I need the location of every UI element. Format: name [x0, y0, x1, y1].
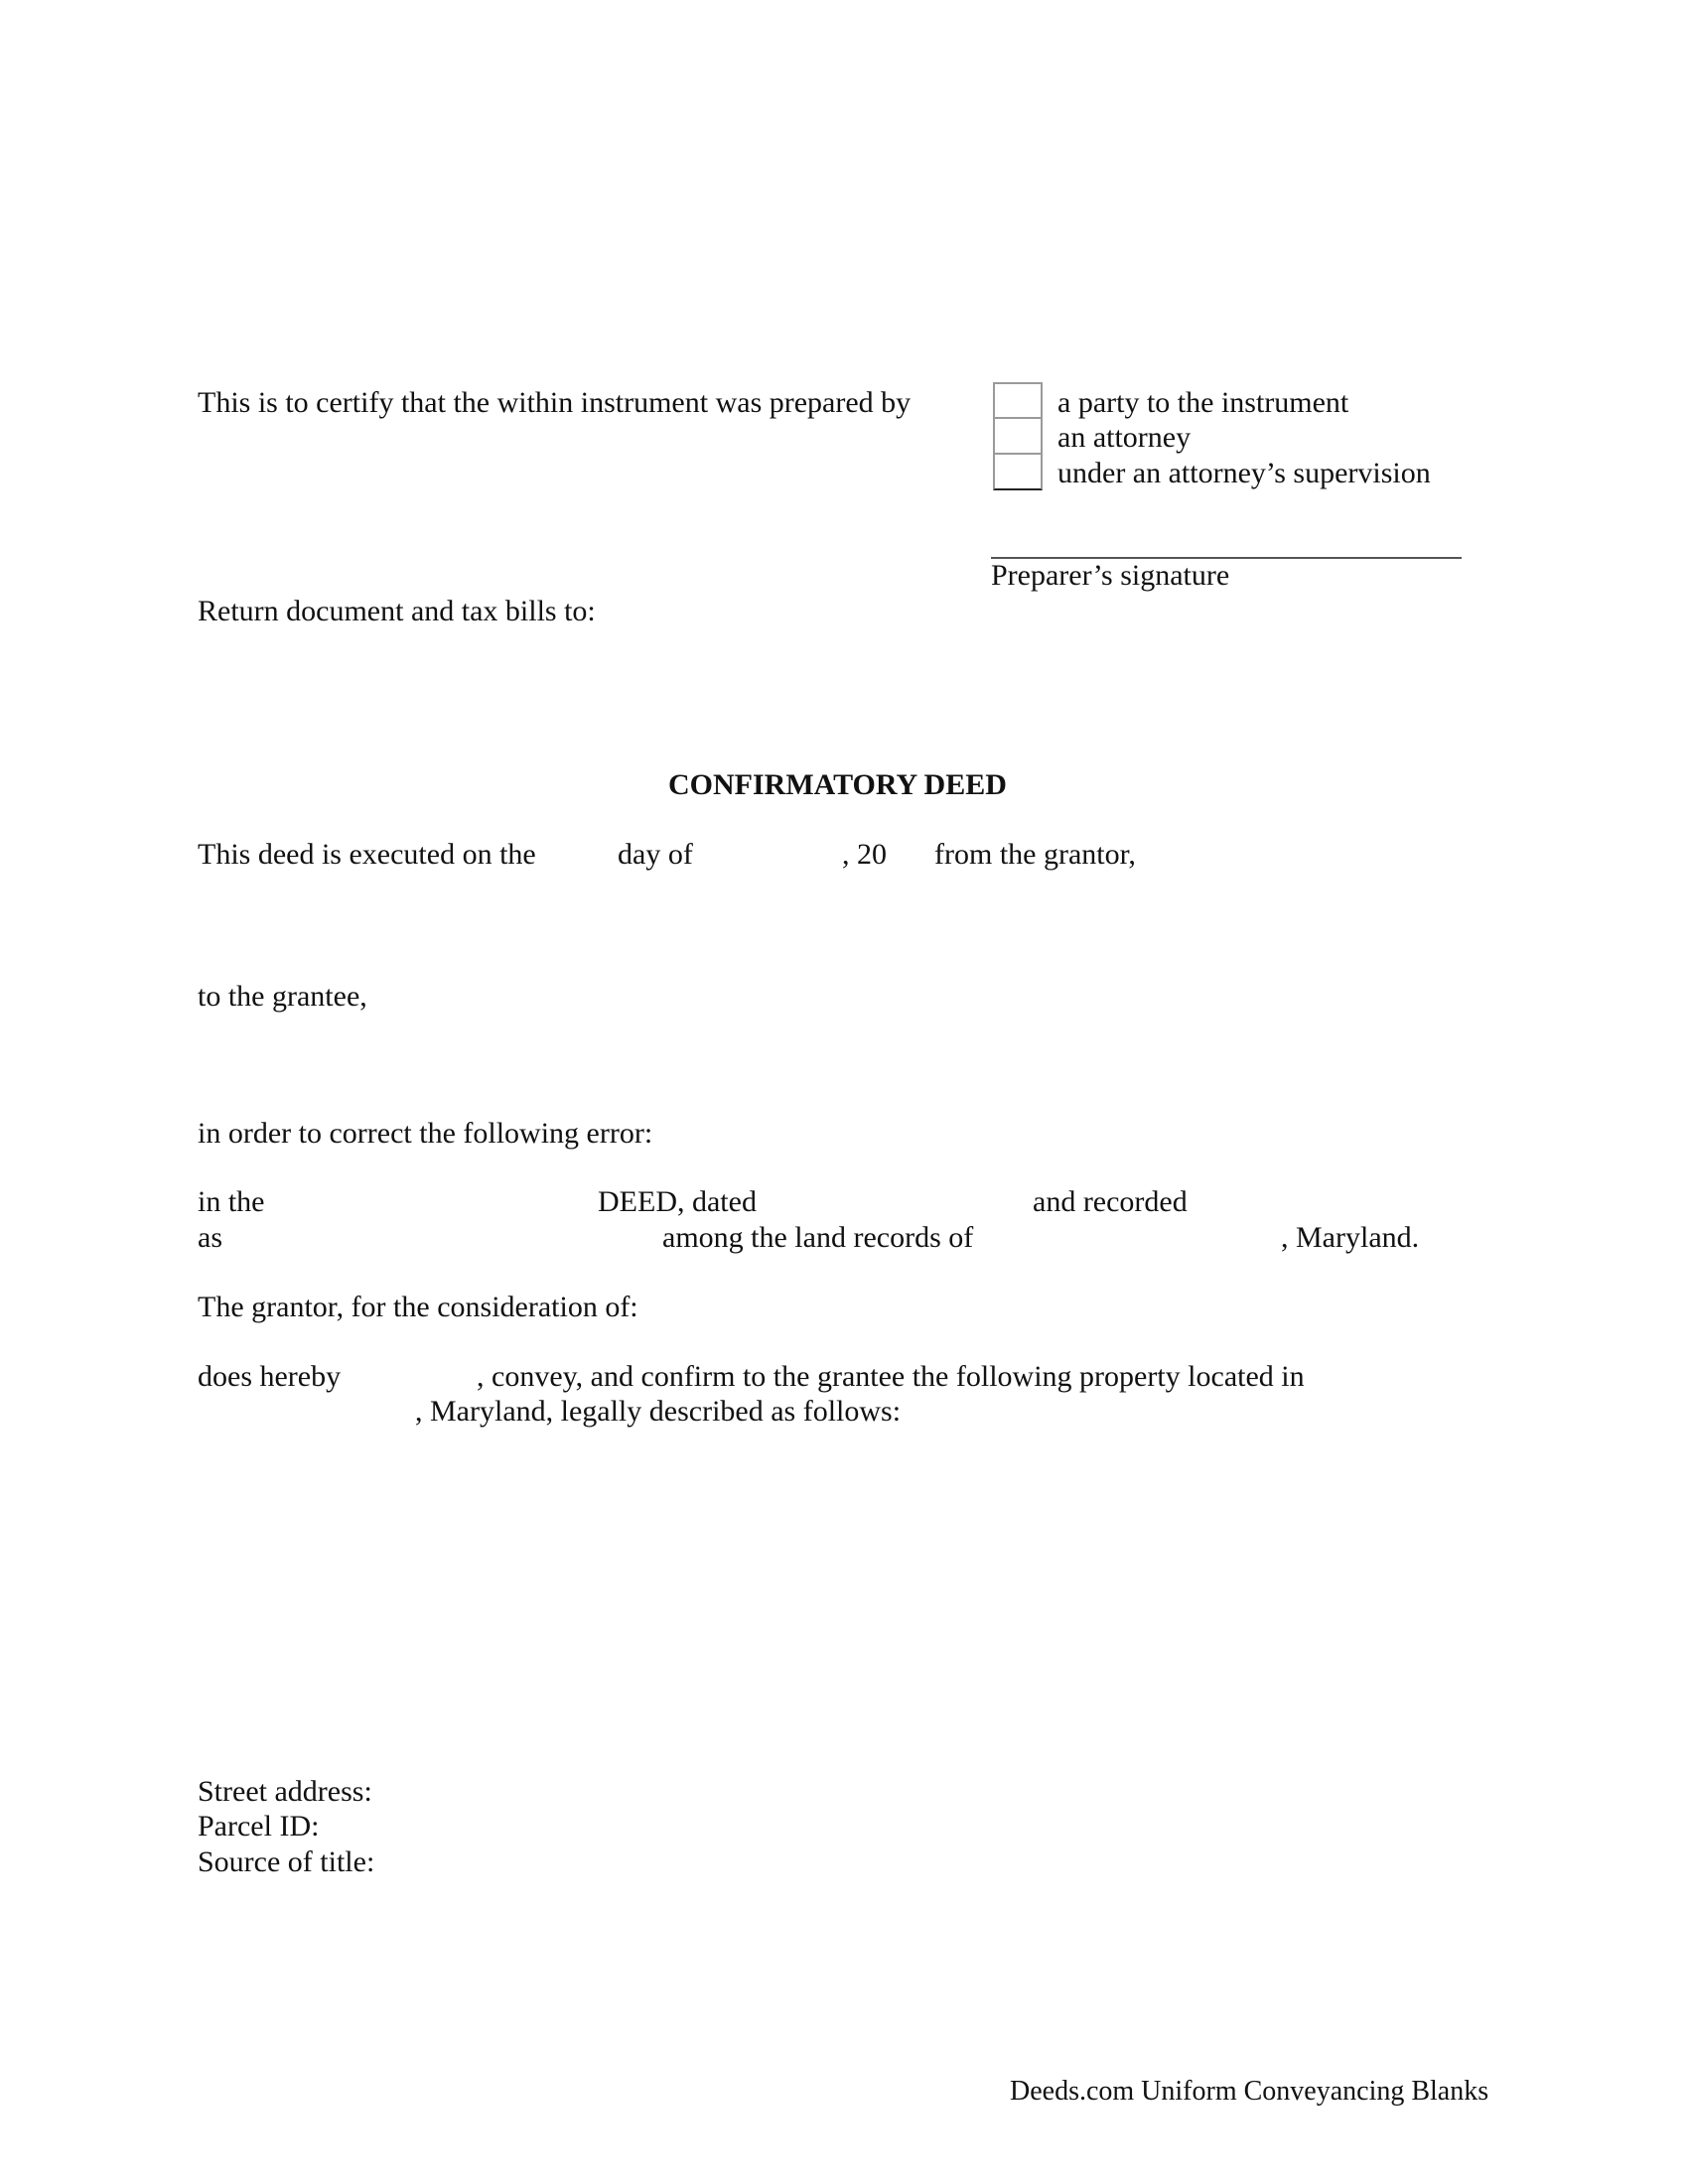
street-address-label: Street address: [198, 1775, 372, 1808]
conveyance-legal-text: , Maryland, legally described as follows: [415, 1395, 902, 1428]
executed-from-grantor: from the grantor, [934, 838, 1136, 871]
return-to-label: Return document and tax bills to: [198, 595, 596, 627]
prior-deed-among-records: among the land records of [662, 1221, 974, 1254]
executed-year-prefix: , 20 [842, 838, 887, 871]
prior-deed-dated: DEED, dated [598, 1185, 757, 1218]
checkbox-attorney-supervision[interactable] [993, 453, 1043, 490]
option-attorney-label: an attorney [1057, 421, 1192, 454]
checkbox-party[interactable] [993, 382, 1043, 420]
consideration-label: The grantor, for the consideration of: [198, 1291, 638, 1323]
option-party-label: a party to the instrument [1057, 386, 1349, 419]
executed-prefix: This deed is executed on the [198, 838, 536, 871]
prior-deed-in-the: in the [198, 1185, 265, 1218]
conveyance-does-hereby: does hereby [198, 1360, 342, 1393]
signature-label: Preparer’s signature [991, 559, 1230, 592]
option-supervision-label: under an attorney’s supervision [1057, 457, 1431, 489]
source-of-title-label: Source of title: [198, 1845, 375, 1878]
prior-deed-state: , Maryland. [1281, 1221, 1420, 1254]
footer-credit: Deeds.com Uniform Conveyancing Blanks [1010, 2076, 1489, 2107]
conveyance-convey-text: , convey, and confirm to the grantee the following property located in [477, 1360, 1305, 1393]
executed-day-of: day of [618, 838, 693, 871]
grantee-label: to the grantee, [198, 980, 367, 1013]
prior-deed-as: as [198, 1221, 222, 1254]
certify-text: This is to certify that the within instrument was prepared by [198, 386, 912, 419]
correct-error-label: in order to correct the following error: [198, 1117, 653, 1150]
parcel-id-label: Parcel ID: [198, 1810, 320, 1843]
document-title: CONFIRMATORY DEED [668, 768, 1007, 801]
prior-deed-recorded: and recorded [1033, 1185, 1188, 1218]
checkbox-attorney[interactable] [993, 417, 1043, 455]
